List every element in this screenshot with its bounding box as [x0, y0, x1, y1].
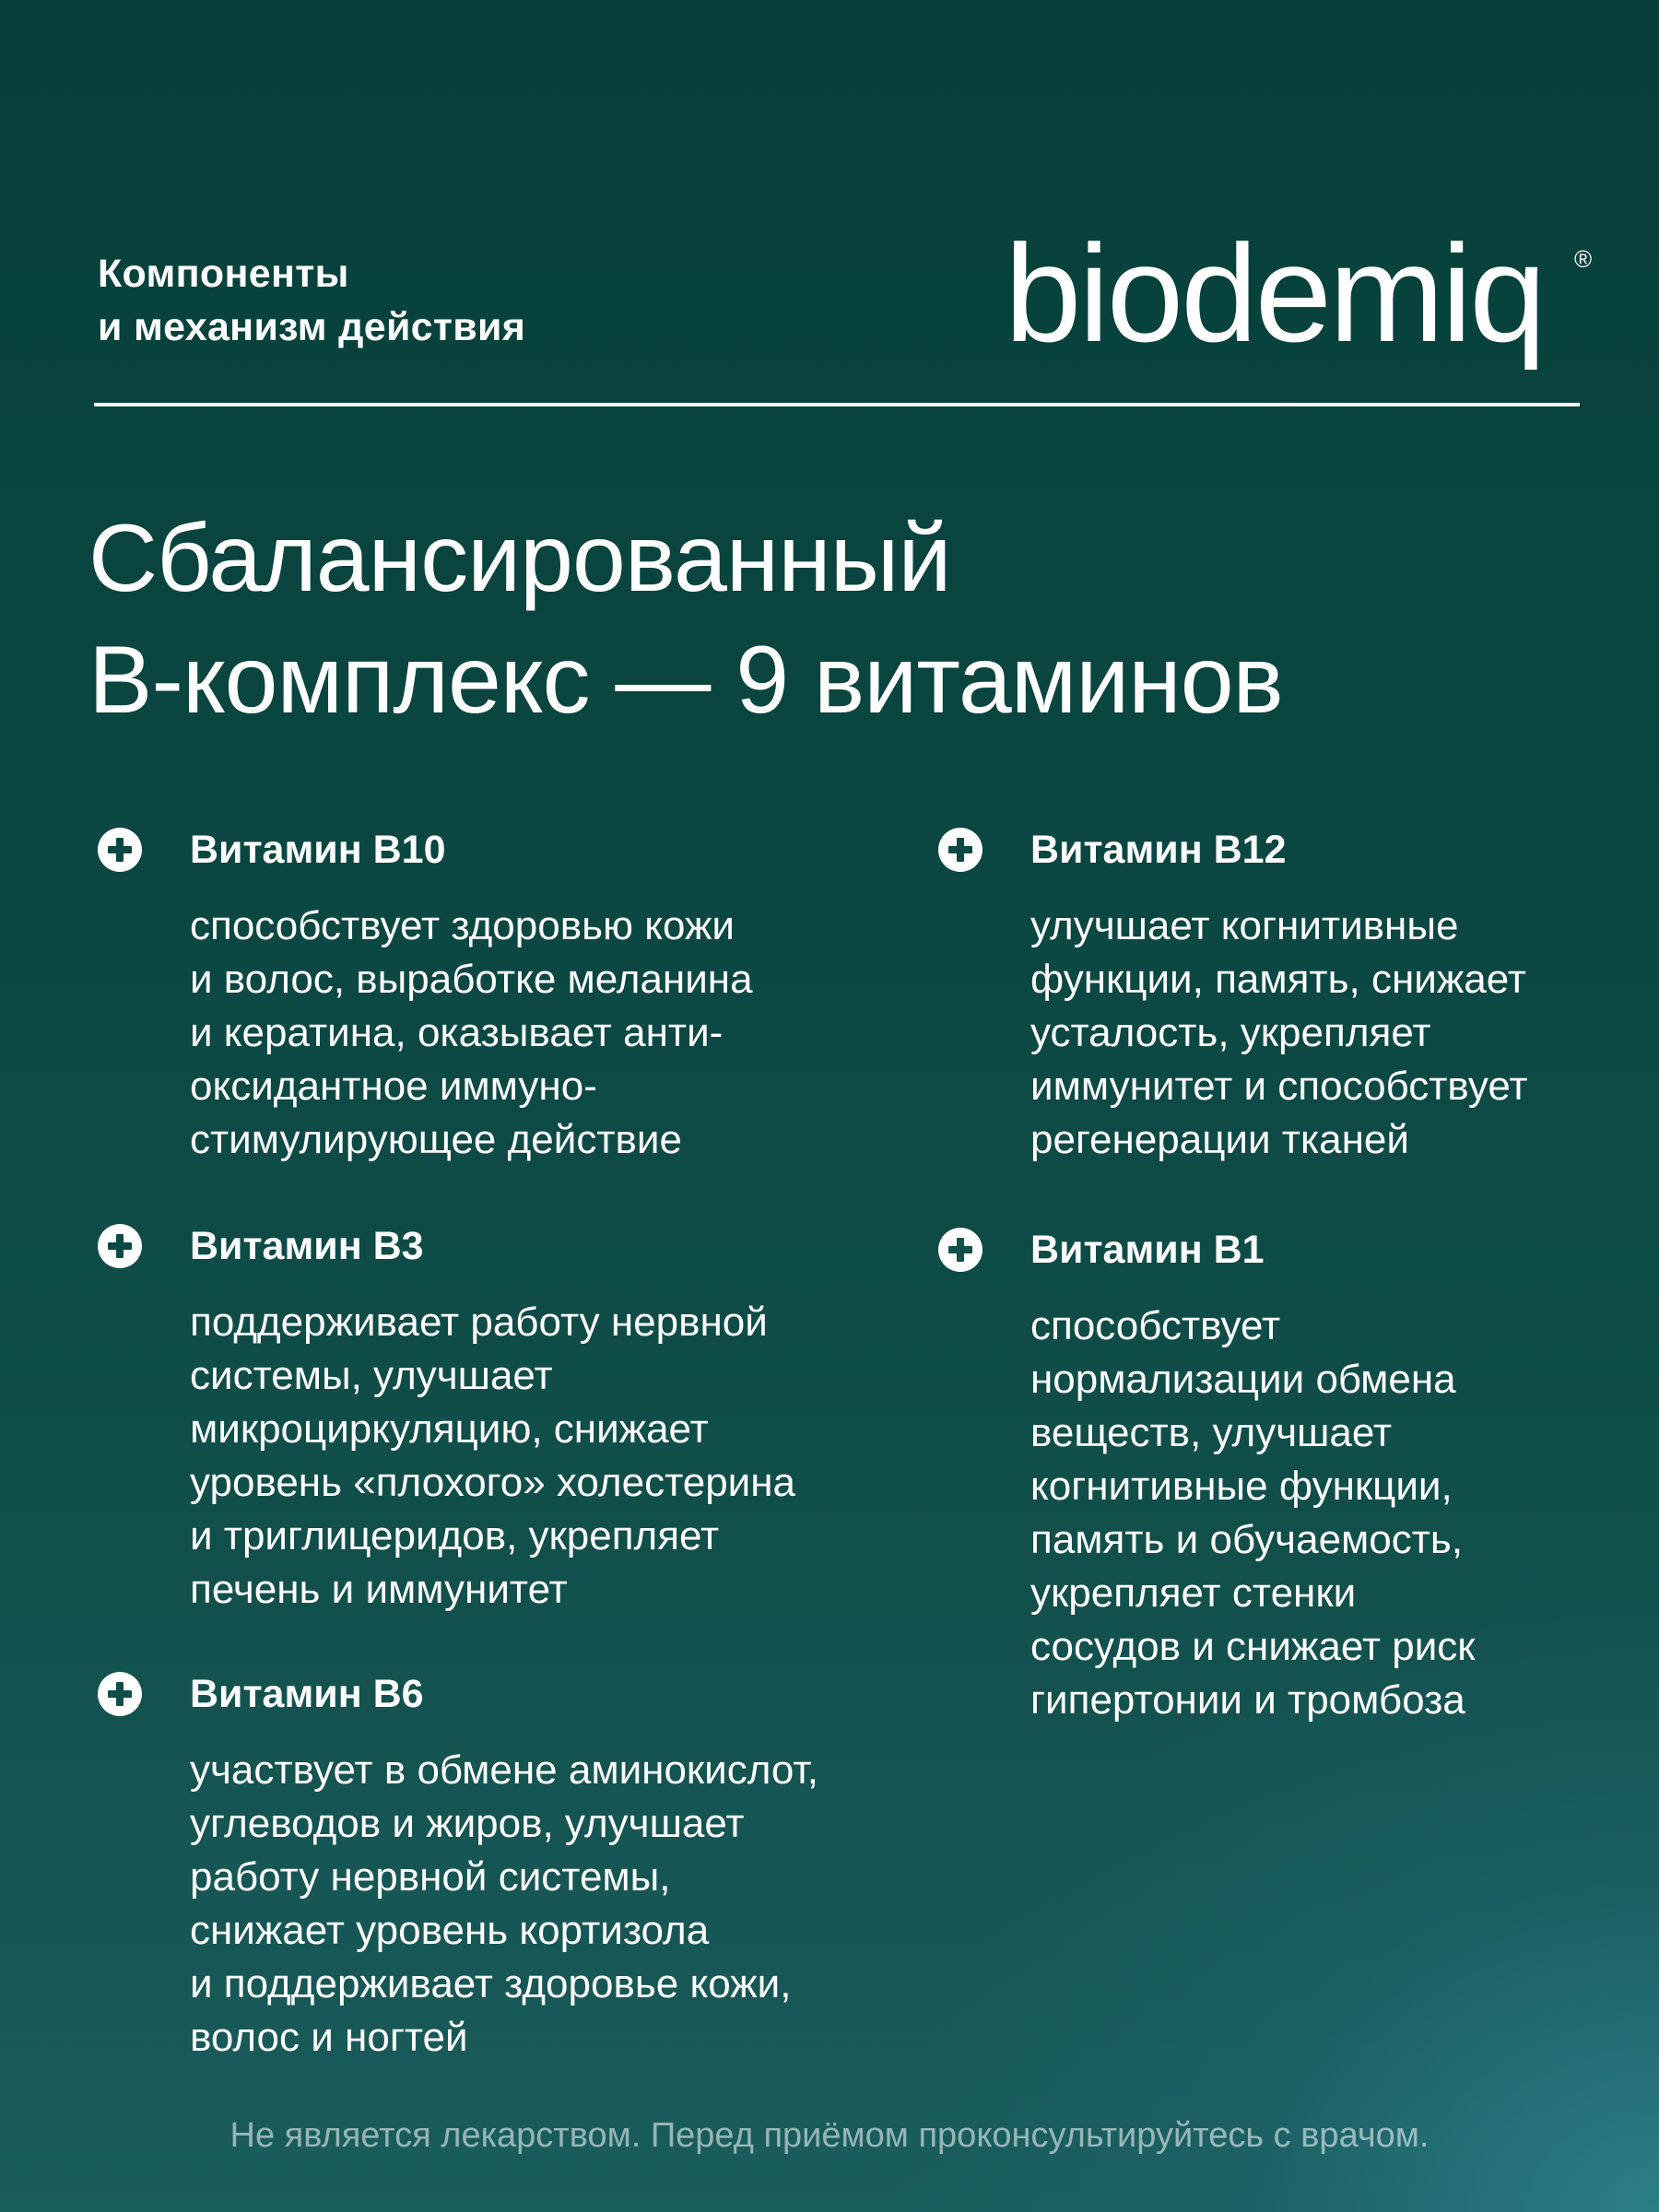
header-subtitle: [98, 247, 525, 354]
vitamin-b3-desc-line: и триглицеридов, укрепляет: [190, 1513, 720, 1559]
plus-circle-icon: [98, 1672, 142, 1716]
brand-logo: [1005, 216, 1604, 385]
vitamin-b10-title: Витамин B10: [190, 828, 446, 872]
vitamin-b3-desc-line: микроциркуляцию, снижает: [190, 1406, 709, 1452]
page-title: [88, 498, 1283, 741]
vitamin-b12-desc-line: улучшает когнитивные: [1030, 903, 1459, 948]
vitamin-b3-desc-line: печень и иммунитет: [190, 1567, 568, 1612]
registered-mark: ®: [1574, 245, 1593, 273]
vitamin-b6-title: Витамин B6: [190, 1672, 424, 1716]
vitamin-b3-card: [190, 1222, 798, 1617]
vitamin-b12-card: [1030, 826, 1639, 1167]
header-subtitle-line-2: и механизм действия: [98, 305, 526, 349]
header-subtitle-line-1: Компоненты: [98, 252, 349, 296]
vitamin-b1-desc-line: память и обучаемость,: [1030, 1517, 1464, 1562]
plus-circle-icon: [938, 1228, 982, 1272]
vitamin-b3-desc-line: поддерживает работу нервной: [190, 1300, 768, 1345]
plus-circle-icon: [938, 828, 982, 872]
vitamin-b10-desc-line: способствует здоровью кожи: [190, 903, 735, 948]
vitamin-b1-description: [1030, 1300, 1639, 1727]
vitamin-b10-desc-line: и кератина, оказывает анти-: [190, 1010, 724, 1055]
vitamin-b10-desc-line: стимулирующее действие: [190, 1117, 682, 1162]
vitamin-b1-title: Витамин B1: [1030, 1228, 1265, 1272]
plus-circle-icon: [98, 828, 142, 872]
vitamin-b12-desc-line: иммунитет и способствует: [1030, 1064, 1528, 1109]
page-title-line-1: Сбалансированный: [88, 505, 951, 612]
vitamin-b6-desc-line: участвует в обмене аминокислот,: [190, 1747, 818, 1793]
vitamin-b10-card: [190, 826, 798, 1167]
vitamin-b12-desc-line: функции, память, снижает: [1030, 957, 1526, 1002]
vitamin-b1-desc-line: когнитивные функции,: [1030, 1464, 1453, 1509]
vitamin-b1-card: [1030, 1226, 1639, 1727]
vitamin-b12-title: Витамин B12: [1030, 828, 1287, 872]
vitamin-b1-desc-line: сосудов и снижает риск: [1030, 1624, 1476, 1669]
vitamin-b6-desc-line: работу нервной системы,: [190, 1854, 671, 1900]
disclaimer: Не является лекарством. Перед приёмом проконсультируйтесь с врачом.: [229, 2116, 1430, 2155]
vitamin-b3-description: [190, 1296, 798, 1617]
vitamin-b3-desc-line: системы, улучшает: [190, 1353, 553, 1398]
vitamin-b6-desc-line: и поддерживает здоровье кожи,: [190, 1961, 792, 2006]
vitamin-b6-desc-line: снижает уровень кортизола: [190, 1908, 710, 1953]
vitamin-b10-desc-line: оксидантное иммуно-: [190, 1064, 597, 1109]
vitamin-b12-desc-line: регенерации тканей: [1030, 1117, 1409, 1162]
vitamin-b6-desc-line: волос и ногтей: [190, 2015, 468, 2060]
vitamin-b12-desc-line: усталость, укрепляет: [1030, 1010, 1431, 1055]
vitamin-b1-desc-line: нормализации обмена: [1030, 1357, 1456, 1402]
vitamin-b3-desc-line: уровень «плохого» холестерина: [190, 1460, 796, 1505]
vitamin-b10-desc-line: и волос, выработке меланина: [190, 957, 753, 1002]
vitamin-b12-description: [1030, 900, 1639, 1167]
vitamin-b1-desc-line: веществ, улучшает: [1030, 1410, 1393, 1455]
vitamin-b6-desc-line: углеводов и жиров, улучшает: [190, 1801, 745, 1846]
vitamin-b10-description: [190, 900, 798, 1167]
header-divider: [94, 403, 1580, 406]
vitamin-b6-card: [190, 1670, 818, 2065]
vitamin-b1-desc-line: гипертонии и тромбоза: [1030, 1677, 1465, 1723]
vitamin-b1-desc-line: способствует: [1030, 1303, 1281, 1348]
plus-circle-icon: [98, 1224, 142, 1268]
brand-name: biodemiq: [1005, 216, 1544, 371]
vitamin-b3-title: Витамин B3: [190, 1224, 424, 1268]
vitamin-b1-desc-line: укрепляет стенки: [1030, 1571, 1357, 1616]
vitamin-b6-description: [190, 1744, 818, 2065]
page-title-line-2: В-комплекс — 9 витаминов: [88, 627, 1283, 734]
